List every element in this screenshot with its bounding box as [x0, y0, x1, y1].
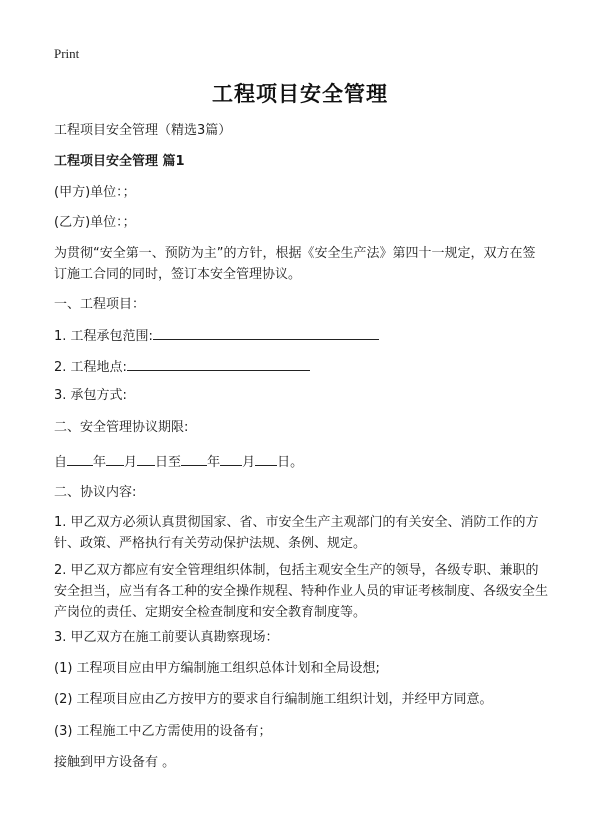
party-a-line: (甲方)单位：；	[54, 185, 136, 200]
agreement-period-line	[54, 451, 554, 473]
end-month-blank	[220, 451, 242, 466]
section-heading: 工程项目安全管理 篇1	[54, 154, 185, 169]
start-year-blank	[67, 451, 93, 466]
period-month-label-2: 月	[242, 455, 256, 470]
period-year-label: 年	[93, 455, 107, 470]
item-contract-scope	[54, 325, 554, 347]
section-1-heading: 一、工程项目：	[54, 297, 146, 312]
sub-clause-1: (1) 工程项目应由甲方编制施工组织总体计划和全局设想;	[54, 661, 380, 676]
equipment-contact-line: 接触到甲方设备有 。	[54, 755, 176, 770]
start-day-blank	[137, 451, 155, 466]
contract-scope-blank	[153, 325, 379, 340]
section-2-heading: 二、安全管理协议期限:	[54, 420, 189, 435]
item-project-location	[54, 356, 554, 378]
item-contract-mode: 3. 承包方式:	[54, 388, 127, 403]
period-day-to-label: 日至	[155, 455, 182, 470]
clause-2: 2. 甲乙双方都应有安全管理组织体制，包括主观安全生产的领导，各级专职、兼职的安全担当，应当有各工种的安全操作规程、特种作业人员的审证考核制度、各级安全生产岗位的责任、定期安全检查制度和安全教育制度等。	[54, 563, 549, 620]
page-title: 工程项目安全管理	[212, 82, 388, 106]
clause-1: 1. 甲乙双方必须认真贯彻国家、省、市安全生产主观部门的有关安全、消防工作的方针、政策、严格执行有关劳动保护法规、条例、规定。	[54, 515, 539, 551]
item-project-location-label: 2. 工程地点:	[54, 360, 127, 375]
item-contract-scope-label: 1. 工程承包范围:	[54, 329, 153, 344]
project-location-blank	[127, 356, 310, 371]
intro-paragraph: 为贯彻“安全第一、预防为主”的方针，根据《安全生产法》第四十一规定，双方在签订施工合同的同时，签订本安全管理协议。	[54, 246, 536, 282]
start-month-blank	[106, 451, 124, 466]
period-year-label-2: 年	[207, 455, 221, 470]
period-from-label: 自	[54, 455, 68, 470]
section-3-heading: 二、协议内容:	[54, 485, 137, 500]
print-link[interactable]: Print	[54, 46, 80, 61]
sub-clause-3: (3) 工程施工中乙方需使用的设备有；	[54, 724, 272, 739]
end-year-blank	[181, 451, 207, 466]
end-day-blank	[255, 451, 277, 466]
document-subtitle: 工程项目安全管理（精选3篇）	[54, 123, 232, 138]
period-month-label: 月	[124, 455, 138, 470]
period-day-end-label: 日。	[277, 455, 304, 470]
party-b-line: (乙方)单位：；	[54, 215, 136, 230]
clause-3: 3. 甲乙双方在施工前要认真勘察现场：	[54, 630, 279, 645]
sub-clause-2: (2) 工程项目应由乙方按甲方的要求自行编制施工组织计划，并经甲方同意。	[54, 692, 493, 707]
